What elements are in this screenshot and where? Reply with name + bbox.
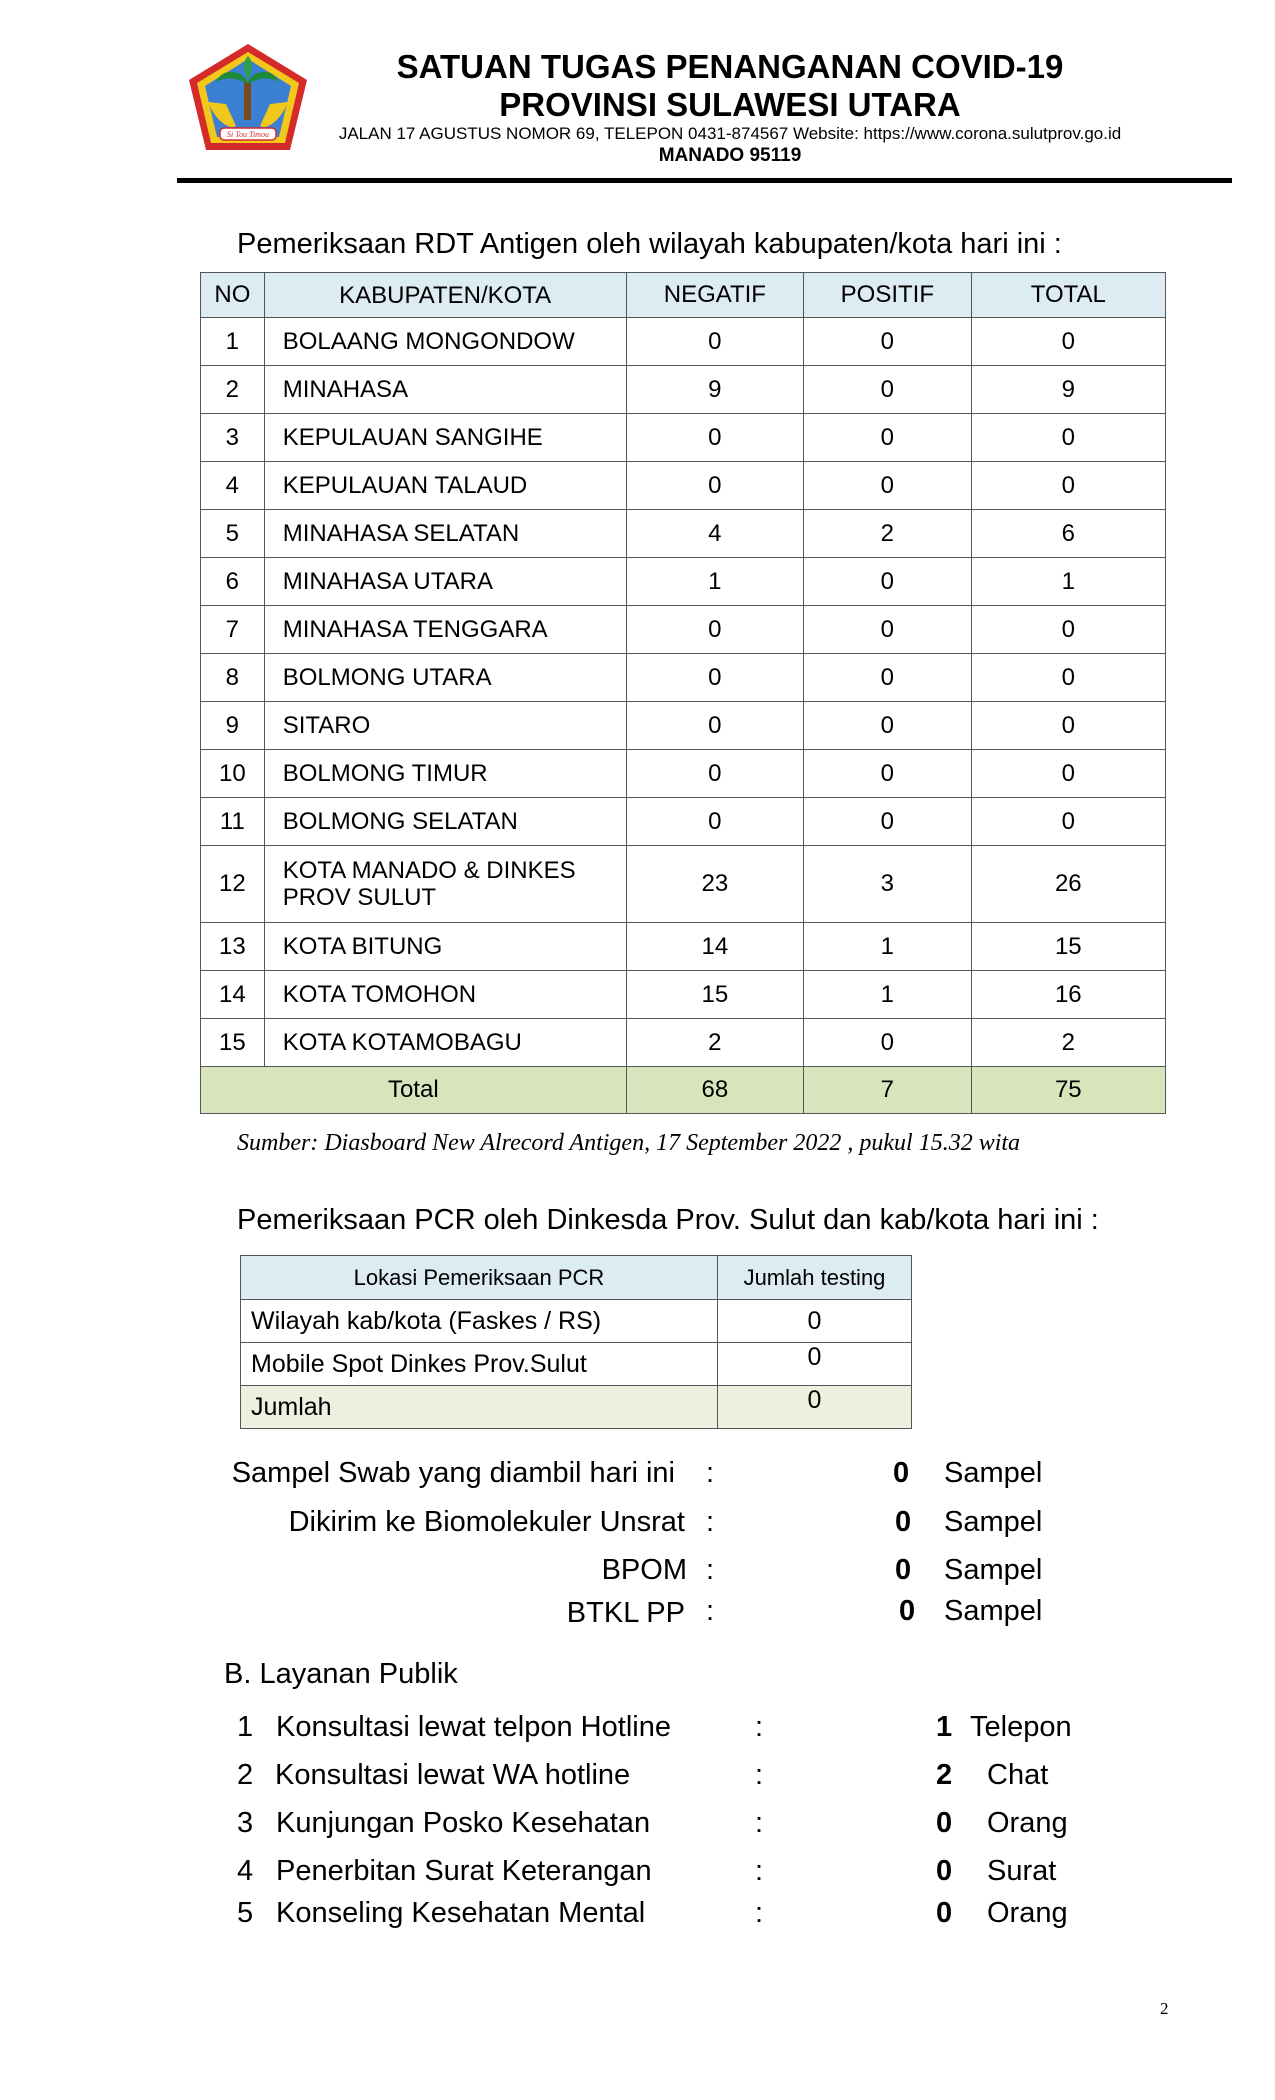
- header-subtitle: PROVINSI SULAWESI UTARA: [499, 86, 961, 123]
- total-label: Total: [201, 1067, 627, 1114]
- cell-total: 0: [971, 798, 1165, 846]
- table-row: [241, 1343, 912, 1386]
- cell-region: SITARO: [264, 702, 626, 750]
- cell-negative: 0: [626, 654, 803, 702]
- cell-positive: 0: [804, 414, 972, 462]
- cell-no: 7: [201, 606, 265, 654]
- header-divider: [177, 178, 1232, 183]
- cell-total: 0: [971, 462, 1165, 510]
- pcr-heading: Pemeriksaan PCR oleh Dinkesda Prov. Sulut dan kab/kota hari ini :: [237, 1204, 1099, 1236]
- service-number: 5: [237, 1897, 254, 1929]
- table-row: [201, 750, 1166, 798]
- cell-negative: 0: [626, 318, 803, 366]
- cell-location: Jumlah: [241, 1386, 718, 1429]
- table-header-row: [241, 1256, 912, 1300]
- sample-label: Dikirim ke Biomolekuler Unsrat: [288, 1506, 685, 1538]
- cell-positive: 3: [804, 846, 972, 923]
- table-row: [201, 971, 1166, 1019]
- service-unit: Orang: [987, 1897, 1068, 1929]
- cell-no: 14: [201, 971, 265, 1019]
- service-colon: :: [755, 1711, 764, 1743]
- cell-region: KOTA MANADO & DINKES PROV SULUT: [264, 846, 626, 923]
- cell-region: MINAHASA SELATAN: [264, 510, 626, 558]
- cell-region: KEPULAUAN TALAUD: [264, 462, 626, 510]
- service-number: 2: [237, 1759, 254, 1791]
- table-sum-row: [241, 1386, 912, 1429]
- column-header-no: NO: [201, 273, 265, 318]
- column-header-testing-count: Jumlah testing: [718, 1256, 912, 1300]
- cell-no: 2: [201, 366, 265, 414]
- table-row: [201, 1019, 1166, 1067]
- table-row: [201, 558, 1166, 606]
- cell-no: 15: [201, 1019, 265, 1067]
- sample-colon: :: [706, 1506, 715, 1538]
- table-total-row: [201, 1067, 1166, 1114]
- sample-label: BTKL PP: [566, 1597, 685, 1629]
- cell-negative: 0: [626, 462, 803, 510]
- service-number: 3: [237, 1807, 254, 1839]
- sample-value: 0: [895, 1506, 912, 1538]
- header-title: SATUAN TUGAS PENANGANAN COVID-19: [396, 48, 1064, 85]
- table-row: [201, 654, 1166, 702]
- cell-testing-count: 0: [718, 1343, 912, 1386]
- cell-positive: 0: [804, 558, 972, 606]
- cell-region: BOLAANG MONGONDOW: [264, 318, 626, 366]
- column-header-negative: NEGATIF: [626, 273, 803, 318]
- sample-unit: Sampel: [944, 1595, 1043, 1627]
- cell-positive: 0: [804, 702, 972, 750]
- cell-testing-count: 0: [718, 1386, 912, 1429]
- cell-negative: 23: [626, 846, 803, 923]
- service-value: 0: [936, 1807, 953, 1839]
- sample-colon: :: [706, 1457, 715, 1489]
- cell-region: BOLMONG TIMUR: [264, 750, 626, 798]
- sample-unit: Sampel: [944, 1506, 1043, 1538]
- cell-negative: 0: [626, 606, 803, 654]
- cell-total: 15: [971, 923, 1165, 971]
- cell-no: 10: [201, 750, 265, 798]
- cell-total: 0: [971, 318, 1165, 366]
- cell-positive: 0: [804, 318, 972, 366]
- cell-positive: 0: [804, 606, 972, 654]
- service-value: 1: [936, 1711, 953, 1743]
- table-header-row: [201, 273, 1166, 318]
- table-row: [201, 510, 1166, 558]
- sample-label: BPOM: [601, 1554, 687, 1586]
- service-colon: :: [755, 1855, 764, 1887]
- provincial-emblem-logo: [186, 42, 310, 154]
- header-city: MANADO 95119: [658, 145, 802, 166]
- cell-positive: 0: [804, 654, 972, 702]
- header-address: JALAN 17 AGUSTUS NOMOR 69, TELEPON 0431-874567 Website: https://www.corona.sulutprov.go.id: [338, 124, 1122, 143]
- cell-total: 26: [971, 846, 1165, 923]
- total-negative: 68: [626, 1067, 803, 1114]
- table-row: [201, 702, 1166, 750]
- sample-colon: :: [706, 1595, 715, 1627]
- table-row: [201, 846, 1166, 923]
- service-label: Konsultasi lewat WA hotline: [275, 1759, 631, 1791]
- sample-unit: Sampel: [944, 1554, 1043, 1586]
- cell-total: 16: [971, 971, 1165, 1019]
- service-number: 1: [237, 1711, 254, 1743]
- page-number: 2: [1160, 1999, 1169, 2018]
- cell-total: 6: [971, 510, 1165, 558]
- service-label: Kunjungan Posko Kesehatan: [276, 1807, 651, 1839]
- cell-no: 12: [201, 846, 265, 923]
- sample-value: 0: [899, 1595, 916, 1627]
- cell-location: Wilayah kab/kota (Faskes / RS): [241, 1300, 718, 1343]
- cell-no: 6: [201, 558, 265, 606]
- rdt-heading: Pemeriksaan RDT Antigen oleh wilayah kabupaten/kota hari ini :: [237, 228, 1062, 260]
- cell-region: KOTA KOTAMOBAGU: [264, 1019, 626, 1067]
- cell-positive: 0: [804, 366, 972, 414]
- service-colon: :: [755, 1897, 764, 1929]
- cell-total: 0: [971, 414, 1165, 462]
- pcr-table: [240, 1255, 912, 1429]
- cell-no: 13: [201, 923, 265, 971]
- service-number: 4: [237, 1855, 254, 1887]
- total-positive: 7: [804, 1067, 972, 1114]
- service-unit: Telepon: [970, 1711, 1072, 1743]
- table-row: [201, 606, 1166, 654]
- cell-no: 1: [201, 318, 265, 366]
- rdt-antigen-table: [200, 272, 1166, 1114]
- cell-positive: 1: [804, 923, 972, 971]
- service-unit: Surat: [987, 1855, 1057, 1887]
- service-value: 0: [936, 1855, 953, 1887]
- cell-positive: 0: [804, 798, 972, 846]
- logo-motto: Si Tou Timou: [227, 130, 269, 139]
- column-header-total: TOTAL: [971, 273, 1165, 318]
- table-row: [201, 923, 1166, 971]
- table-row: [201, 318, 1166, 366]
- cell-testing-count: 0: [718, 1300, 912, 1343]
- cell-positive: 0: [804, 462, 972, 510]
- service-unit: Chat: [987, 1759, 1049, 1791]
- sample-value: 0: [895, 1554, 912, 1586]
- sample-value: 0: [893, 1457, 910, 1489]
- rdt-source-note: Sumber: Diasboard New Alrecord Antigen, 17 September 2022 , pukul 15.32 wita: [237, 1130, 1021, 1156]
- cell-total: 2: [971, 1019, 1165, 1067]
- cell-positive: 0: [804, 750, 972, 798]
- cell-negative: 4: [626, 510, 803, 558]
- column-header-positive: POSITIF: [804, 273, 972, 318]
- cell-total: 0: [971, 702, 1165, 750]
- cell-negative: 2: [626, 1019, 803, 1067]
- cell-region: MINAHASA UTARA: [264, 558, 626, 606]
- service-label: Penerbitan Surat Keterangan: [276, 1855, 652, 1887]
- table-row: [201, 366, 1166, 414]
- cell-no: 8: [201, 654, 265, 702]
- service-label: Konsultasi lewat telpon Hotline: [276, 1711, 671, 1743]
- cell-positive: 0: [804, 1019, 972, 1067]
- cell-region: BOLMONG UTARA: [264, 654, 626, 702]
- cell-negative: 0: [626, 750, 803, 798]
- cell-no: 11: [201, 798, 265, 846]
- cell-negative: 0: [626, 702, 803, 750]
- cell-negative: 0: [626, 414, 803, 462]
- public-service-heading: B. Layanan Publik: [224, 1658, 458, 1690]
- cell-total: 0: [971, 750, 1165, 798]
- service-colon: :: [755, 1759, 764, 1791]
- cell-no: 4: [201, 462, 265, 510]
- cell-region: MINAHASA TENGGARA: [264, 606, 626, 654]
- cell-positive: 1: [804, 971, 972, 1019]
- cell-no: 5: [201, 510, 265, 558]
- table-row: [201, 798, 1166, 846]
- column-header-region: KABUPATEN/KOTA: [264, 273, 626, 318]
- cell-region: BOLMONG SELATAN: [264, 798, 626, 846]
- cell-total: 9: [971, 366, 1165, 414]
- service-value: 0: [936, 1897, 953, 1929]
- cell-no: 9: [201, 702, 265, 750]
- sample-unit: Sampel: [944, 1457, 1043, 1489]
- sample-colon: :: [706, 1554, 715, 1586]
- cell-total: 0: [971, 654, 1165, 702]
- cell-positive: 2: [804, 510, 972, 558]
- service-value: 2: [936, 1759, 953, 1791]
- cell-negative: 15: [626, 971, 803, 1019]
- cell-region: KEPULAUAN SANGIHE: [264, 414, 626, 462]
- cell-negative: 0: [626, 798, 803, 846]
- column-header-location: Lokasi Pemeriksaan PCR: [241, 1256, 718, 1300]
- cell-region: KOTA TOMOHON: [264, 971, 626, 1019]
- service-label: Konseling Kesehatan Mental: [276, 1897, 646, 1929]
- table-row: [201, 414, 1166, 462]
- cell-location: Mobile Spot Dinkes Prov.Sulut: [241, 1343, 718, 1386]
- cell-negative: 14: [626, 923, 803, 971]
- cell-negative: 9: [626, 366, 803, 414]
- table-row: [201, 462, 1166, 510]
- service-unit: Orang: [987, 1807, 1068, 1839]
- sample-label: Sampel Swab yang diambil hari ini: [231, 1457, 675, 1489]
- cell-region: MINAHASA: [264, 366, 626, 414]
- cell-negative: 1: [626, 558, 803, 606]
- total-total: 75: [971, 1067, 1165, 1114]
- cell-no: 3: [201, 414, 265, 462]
- cell-region: KOTA BITUNG: [264, 923, 626, 971]
- cell-total: 1: [971, 558, 1165, 606]
- table-row: [241, 1300, 912, 1343]
- service-colon: :: [755, 1807, 764, 1839]
- cell-total: 0: [971, 606, 1165, 654]
